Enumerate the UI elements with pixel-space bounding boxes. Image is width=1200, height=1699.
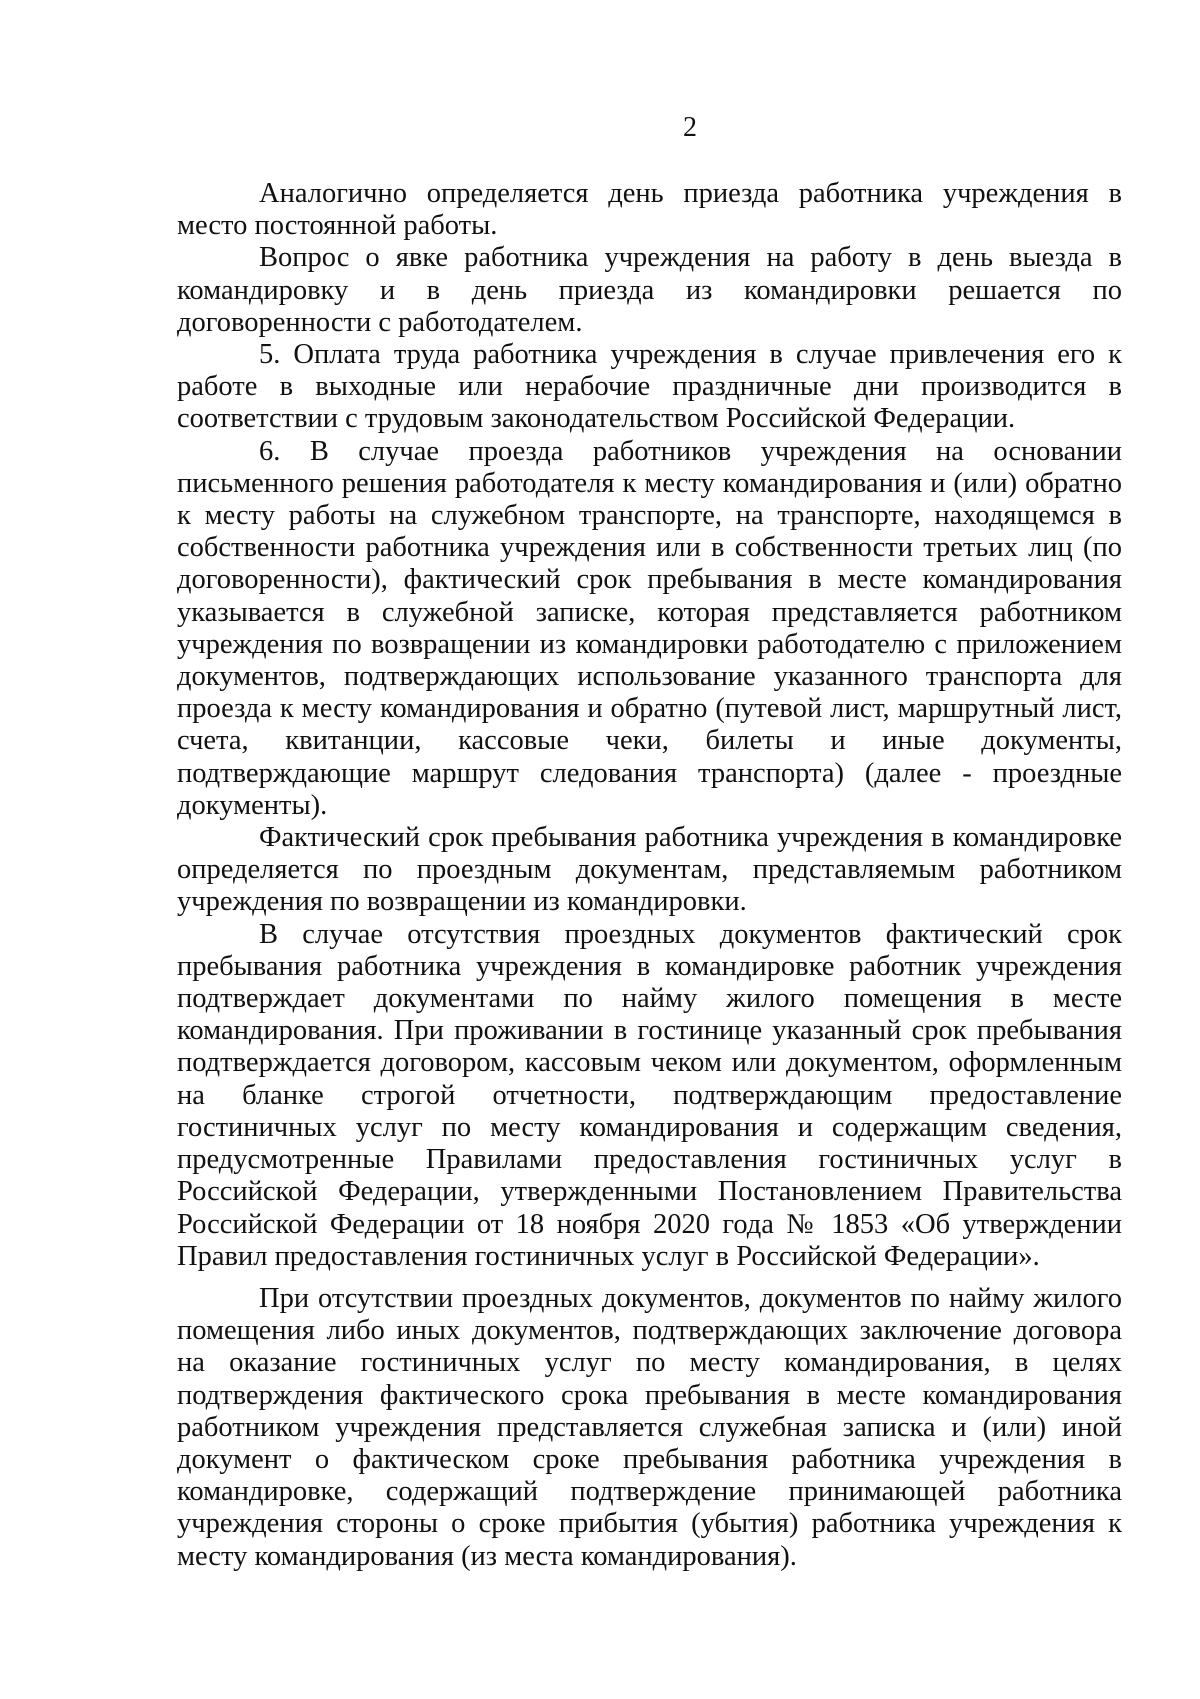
- document-body: [177, 178, 1122, 1573]
- paragraph-attendance: Вопрос о явке работника учреждения на работу в день выезда в командировку и в день приезда из командировки решается по договоренности с работодателем.: [177, 242, 1122, 338]
- paragraph-item-6-transport: 6. В случае проезда работников учреждения на основании письменного решения работодателя к месту командирования и (или) обратно к месту работы на служебном транспорте, на транспорте, находящемся в собственности работника учреждения или в собственности третьих лиц (по договоренности), фактический срок пребывания в месте командирования указывается в служебной записке, которая представляется работником учреждения по возвращении из командировки работодателю с приложением документов, подтверждающих использование указанного транспорта для проезда к месту командирования и обратно (путевой лист, маршрутный лист, счета, квитанции, кассовые чеки, билеты и иные документы, подтверждающие маршрут следования транспорта) (далее - проездные документы).: [177, 435, 1122, 821]
- paragraph-no-travel-documents: В случае отсутствия проездных документов фактический срок пребывания работника учреждения в командировке работник учреждения подтверждает документами по найму жилого помещения в месте командирования. При проживании в гостинице указанный срок пребывания подтверждается договором, кассовым чеком или документом, оформленным на бланке строгой отчетности, подтверждающим предоставление гостиничных услуг по месту командирования и содержащим сведения, предусмотренные Правилами предоставления гостиничных услуг в Российской Федерации, утвержденными Постановлением Правительства Российской Федерации от 18 ноября 2020 года № 1853 «Об утверждении Правил предоставления гостиничных услуг в Российской Федерации».: [177, 918, 1122, 1272]
- page-number: 2: [683, 112, 697, 143]
- paragraph-arrival-day: Аналогично определяется день приезда работника учреждения в место постоянной работы.: [177, 178, 1122, 242]
- paragraph-actual-stay: Фактический срок пребывания работника учреждения в командировке определяется по проездным документам, представляемым работником учреждения по возвращении из командировки.: [177, 822, 1122, 918]
- paragraph-item-5-payment: 5. Оплата труда работника учреждения в случае привлечения его к работе в выходные или нерабочие праздничные дни производится в соответствии с трудовым законодательством Российской Федерации.: [177, 339, 1122, 435]
- paragraph-service-note: При отсутствии проездных документов, документов по найму жилого помещения либо иных документов, подтверждающих заключение договора на оказание гостиничных услуг по месту командирования, в целях подтверждения фактического срока пребывания в месте командирования работником учреждения представляется служебная записка и (или) иной документ о фактическом сроке пребывания работника учреждения в командировке, содержащий подтверждение принимающей работника учреждения стороны о сроке прибытия (убытия) работника учреждения к месту командирования (из места командирования).: [177, 1282, 1122, 1572]
